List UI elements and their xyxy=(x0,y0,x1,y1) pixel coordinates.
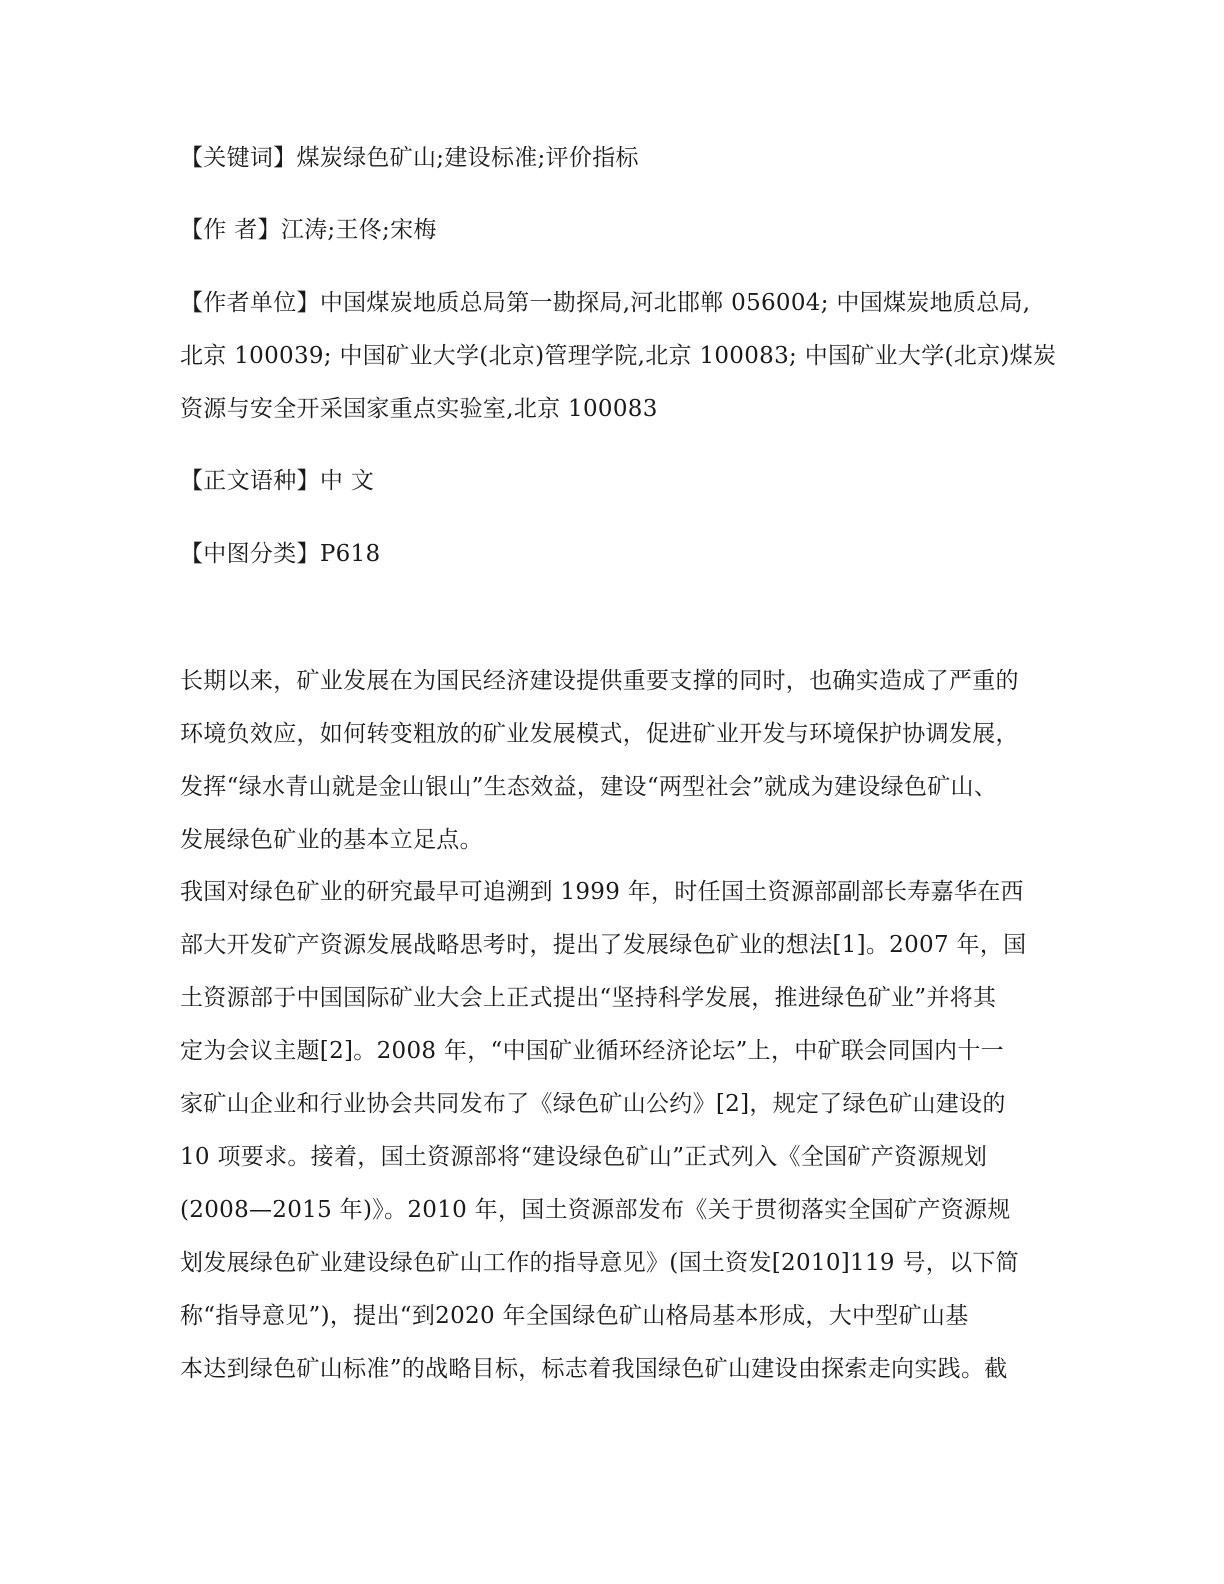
affiliation-line-3: 资源与安全开采国家重点实验室,北京 100083 xyxy=(180,396,658,422)
body-paragraph-1-line-2: 环境负效应，如何转变粗放的矿业发展模式，促进矿业开发与环境保护协调发展， xyxy=(180,721,1019,747)
affiliation-line-2: 北京 100039; 中国矿业大学(北京)管理学院,北京 100083; 中国矿业大学(北京)煤炭 xyxy=(180,343,1057,369)
body-paragraph-2-line-9: 称“指导意见”)，提出“到2020 年全国绿色矿山格局基本形成，大中型矿山基 xyxy=(180,1303,969,1329)
body-paragraph-2-line-7: (2008—2015 年)》。2010 年，国土资源部发布《关于贯彻落实全国矿产资源规 xyxy=(180,1197,1011,1223)
keywords-line xyxy=(180,143,639,173)
affiliation-line-1 xyxy=(180,288,1030,318)
body-paragraph-1-line-1: 长期以来，矿业发展在为国民经济建设提供重要支撑的同时，也确实造成了严重的 xyxy=(180,668,1019,694)
language-line xyxy=(180,466,374,496)
language-value: 中 文 xyxy=(319,468,375,494)
body-paragraph-2-line-2: 部大开发矿产资源发展战略思考时，提出了发展绿色矿业的想法[1]。2007 年，国 xyxy=(180,932,1027,958)
body-paragraph-2-line-10: 本达到绿色矿山标准”的战略目标，标志着我国绿色矿山建设由探索走向实践。截 xyxy=(180,1356,1008,1382)
keywords-label: 【关键词】 xyxy=(180,145,297,171)
language-label: 【正文语种】 xyxy=(180,468,320,494)
affiliation-text: 中国煤炭地质总局第一勘探局,河北邯郸 056004; 中国煤炭地质总局, xyxy=(319,290,1031,316)
body-paragraph-2-line-3: 土资源部于中国国际矿业大会上正式提出“坚持科学发展，推进绿色矿业”并将其 xyxy=(180,985,997,1011)
classification-label: 【中图分类】 xyxy=(180,541,320,567)
authors-value: 江涛;王佟;宋梅 xyxy=(280,217,437,243)
affiliation-label: 【作者单位】 xyxy=(180,290,320,316)
body-paragraph-1-line-4: 发展绿色矿业的基本立足点。 xyxy=(180,827,483,853)
classification-value: P618 xyxy=(319,541,381,567)
body-paragraph-1-line-3: 发挥“绿水青山就是金山银山”生态效益，建设“两型社会”就成为建设绿色矿山、 xyxy=(180,774,998,800)
body-paragraph-2-line-5: 家矿山企业和行业协会共同发布了《绿色矿山公约》[2]，规定了绿色矿山建设的 xyxy=(180,1091,1006,1117)
keywords-value: 煤炭绿色矿山;建设标准;评价指标 xyxy=(296,145,639,171)
body-paragraph-2-line-6: 10 项要求。接着，国土资源部将“建设绿色矿山”正式列入《全国矿产资源规划 xyxy=(180,1144,988,1170)
authors-label: 【作 者】 xyxy=(180,217,281,243)
body-paragraph-2-line-8: 划发展绿色矿业建设绿色矿山工作的指导意见》(国土资发[2010]119 号，以下简 xyxy=(180,1250,1019,1276)
body-paragraph-2-line-1: 我国对绿色矿业的研究最早可追溯到 1999 年，时任国土资源部副部长寿嘉华在西 xyxy=(180,879,1024,905)
body-paragraph-2-line-4: 定为会议主题[2]。2008 年，“中国矿业循环经济论坛”上，中矿联会同国内十一 xyxy=(180,1038,1004,1064)
classification-line xyxy=(180,539,380,569)
authors-line xyxy=(180,215,437,245)
